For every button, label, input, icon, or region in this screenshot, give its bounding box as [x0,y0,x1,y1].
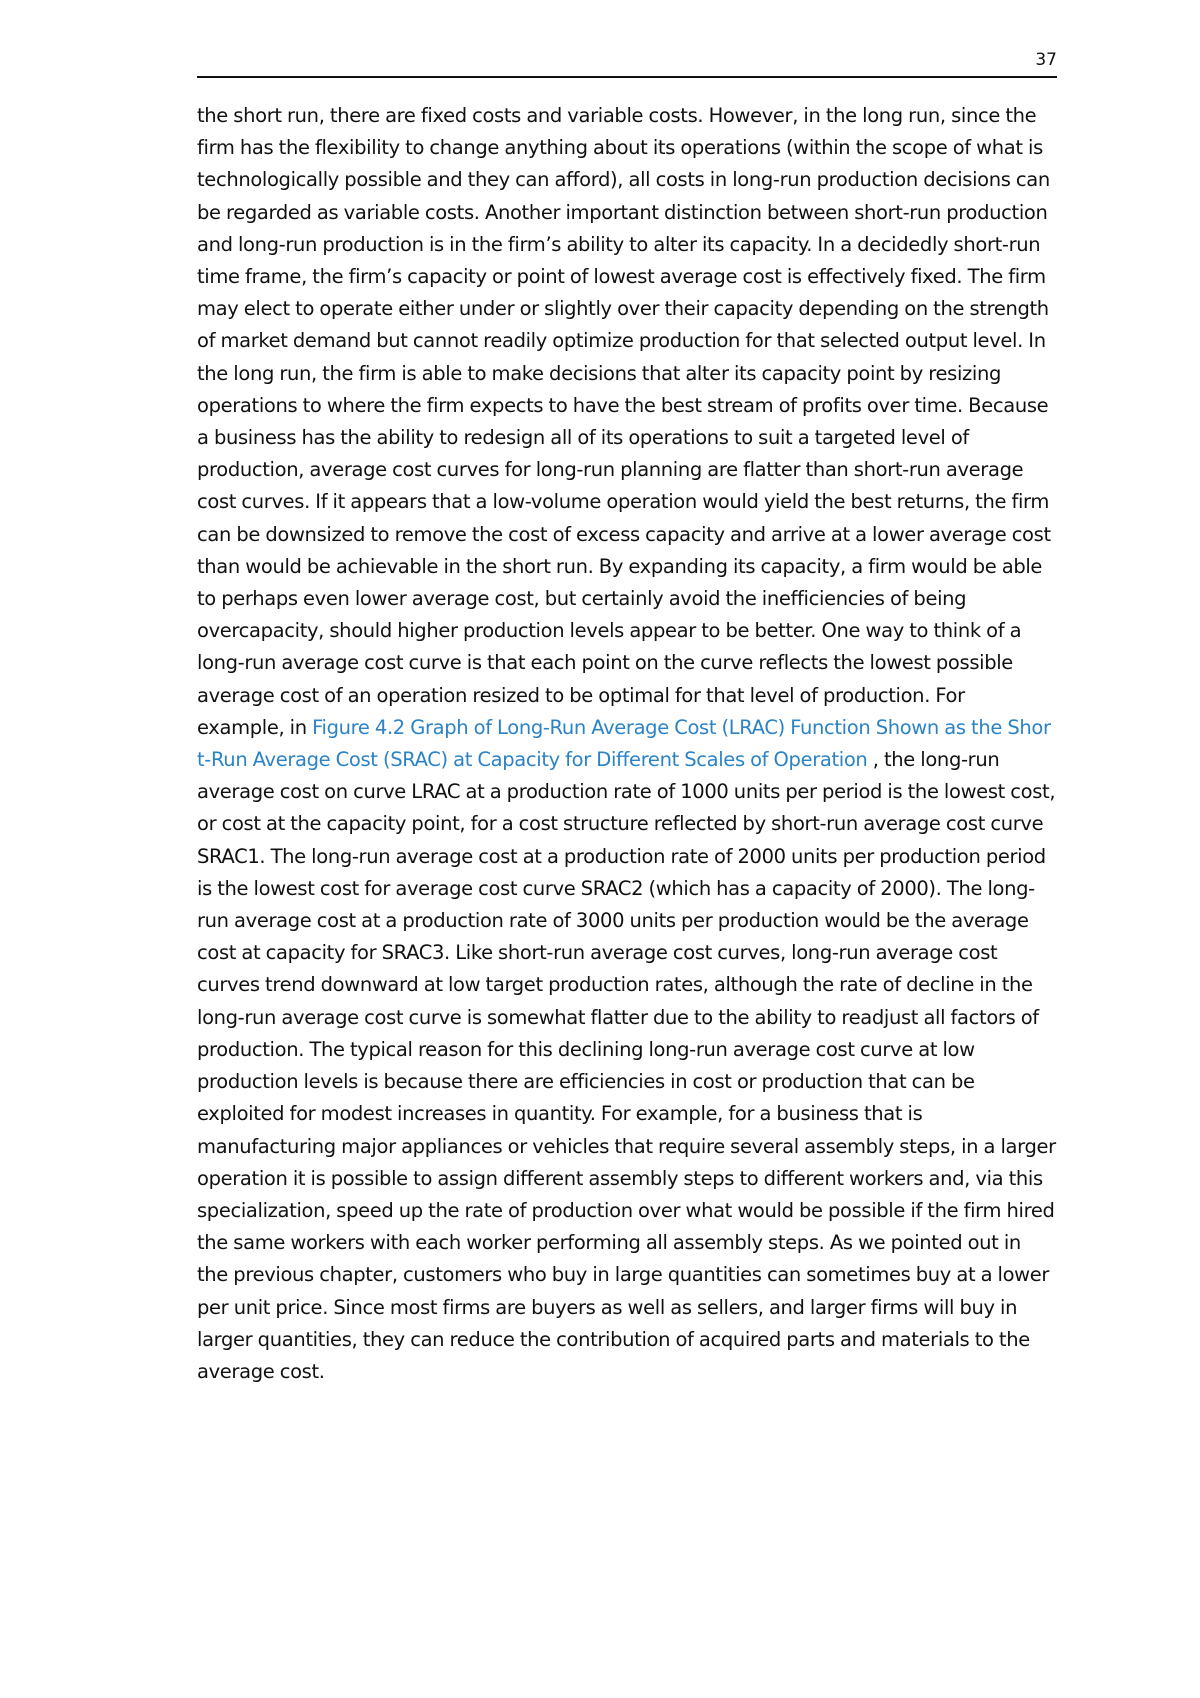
page-number: 37 [1035,50,1057,70]
paragraph-text-after-link: , the long-run average cost on curve LRAC at a production rate of 1000 units per period is the lowest cost, or cost at the capacity point, for a cost structure reflected by short-run average cost curve SRAC1. The long-run average cost at a production rate of 2000 units per production period is the lowest cost for average cost curve SRAC2 (which has a capacity of 2000). The long-run average cost at a production rate of 3000 units per production would be the average cost at capacity for SRAC3. Like short-run average cost curves, long-run average cost curves trend downward at low target production rates, although the rate of decline in the long-run average cost curve is somewhat flatter due to the ability to readjust all factors of production. The typical reason for this declining long-run average cost curve at low production levels is because there are efficiencies in cost or production that can be exploited for modest increases in quantity. For example, for a business that is manufacturing major appliances or vehicles that require several assembly steps, in a larger operation it is possible to assign different assembly steps to different workers and, via this specialization, speed up the rate of production over what would be possible if the firm hired the same workers with each worker performing all assembly steps. As we pointed out in the previous chapter, customers who buy in large quantities can sometimes buy at a lower per unit price. Since most firms are buyers as well as sellers, and larger firms will buy in larger quantities, they can reduce the contribution of acquired parts and materials to the average cost. [197,748,1056,1383]
page-header [197,46,1057,78]
paragraph-text-before-link: the short run, there are fixed costs and variable costs. However, in the long run, since the firm has the flexibility to change anything about its operations (within the scope of what is technologically possible and they can afford), all costs in long-run production decisions can be regarded as variable costs. Another important distinction between short-run production and long-run production is in the firm’s ability to alter its capacity. In a decidedly short-run time frame, the firm’s capacity or point of lowest average cost is effectively fixed. The firm may elect to operate either under or slightly over their capacity depending on the strength of market demand but cannot readily optimize production for that selected output level. In the long run, the firm is able to make decisions that alter its capacity point by resizing operations to where the firm expects to have the best stream of profits over time. Because a business has the ability to redesign all of its operations to suit a targeted level of production, average cost curves for long-run planning are flatter than short-run average cost curves. If it appears that a low-volume operation would yield the best returns, the firm can be downsized to remove the cost of excess capacity and arrive at a lower average cost than would be achievable in the short run. By expanding its capacity, a firm would be able to perhaps even lower average cost, but certainly avoid the inefficiencies of being overcapacity, should higher production levels appear to be better. One way to think of a long-run average cost curve is that each point on the curve reflects the lowest possible average cost of an operation resized to be optimal for that level of production. For example, in [197,104,1051,739]
figure-4-2-link[interactable]: Figure 4.2 Graph of Long-Run Average Cost (LRAC) Function Shown as the Short-Run Average Cost (SRAC) at Capacity for Different Scales of Operation [197,715,1051,772]
body-paragraph [197,100,1057,1388]
